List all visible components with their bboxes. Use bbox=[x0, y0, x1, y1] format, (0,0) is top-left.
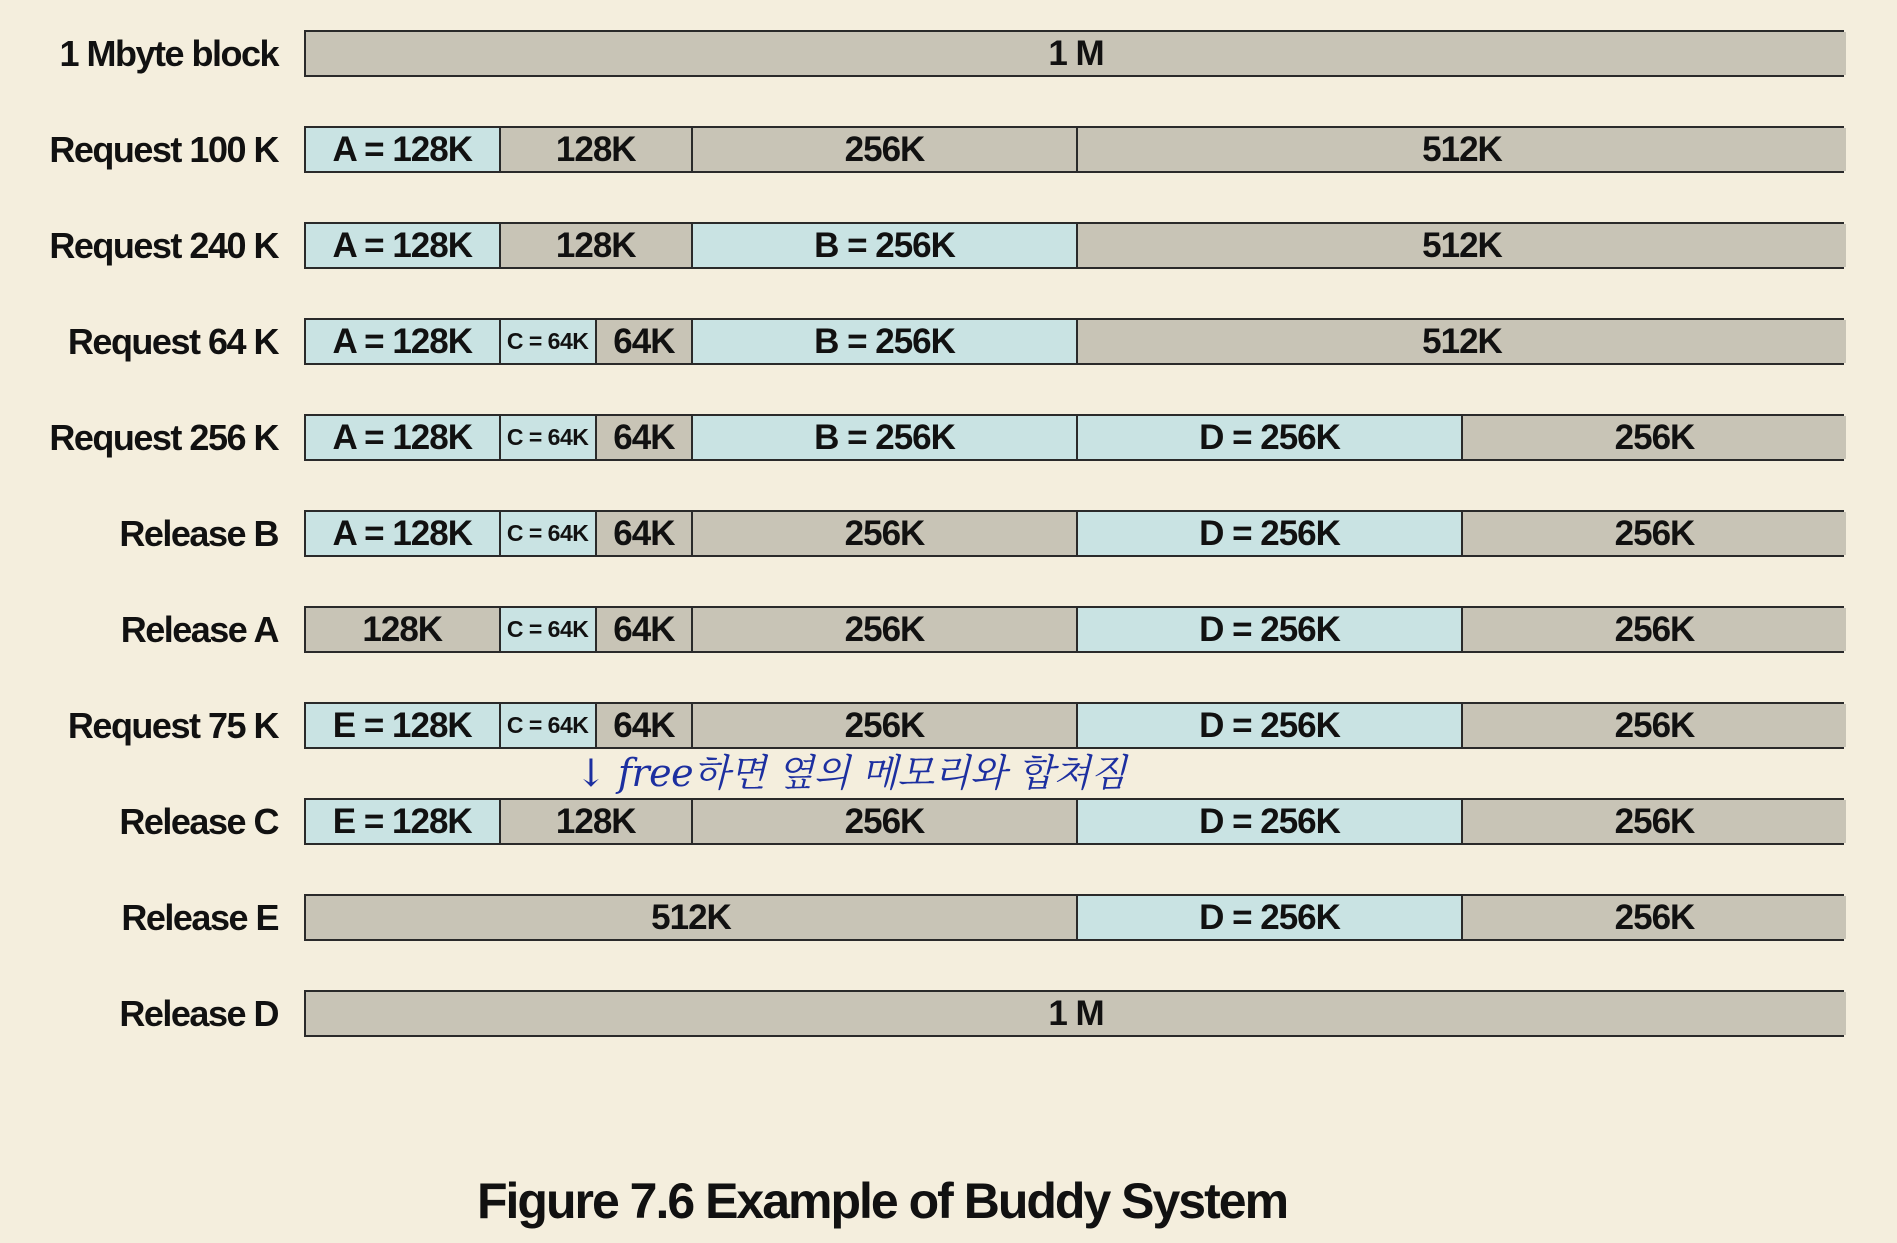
memory-bar bbox=[304, 222, 1844, 269]
allocated-block: C = 64K bbox=[499, 608, 595, 651]
free-block: 256K bbox=[691, 704, 1076, 747]
free-block: 256K bbox=[691, 800, 1076, 843]
free-block: 256K bbox=[1461, 896, 1846, 939]
free-block: 1 M bbox=[306, 992, 1846, 1035]
free-block: 64K bbox=[595, 608, 691, 651]
memory-bar bbox=[304, 606, 1844, 653]
free-block: 128K bbox=[499, 800, 692, 843]
row-label: Release C bbox=[119, 801, 278, 842]
row-label: Release E bbox=[121, 897, 278, 938]
free-block: 256K bbox=[691, 608, 1076, 651]
free-block: 1 M bbox=[306, 32, 1846, 75]
allocated-block: C = 64K bbox=[499, 512, 595, 555]
free-block: 256K bbox=[691, 512, 1076, 555]
free-block: 512K bbox=[1076, 128, 1846, 171]
free-block: 256K bbox=[1461, 416, 1846, 459]
free-block: 64K bbox=[595, 416, 691, 459]
allocated-block: D = 256K bbox=[1076, 416, 1461, 459]
free-block: 256K bbox=[1461, 608, 1846, 651]
allocated-block: B = 256K bbox=[691, 416, 1076, 459]
row-label: Request 64 K bbox=[67, 321, 278, 362]
allocated-block: D = 256K bbox=[1076, 800, 1461, 843]
row-label: 1 Mbyte block bbox=[59, 33, 278, 74]
row-label: Request 75 K bbox=[67, 705, 278, 746]
memory-bar bbox=[304, 318, 1844, 365]
allocated-block: A = 128K bbox=[306, 512, 499, 555]
row-label: Release D bbox=[119, 993, 278, 1034]
free-block: 512K bbox=[1076, 320, 1846, 363]
allocated-block: D = 256K bbox=[1076, 704, 1461, 747]
figure-caption: Figure 7.6 Example of Buddy System bbox=[477, 1173, 1288, 1229]
row-label: Request 256 K bbox=[49, 417, 278, 458]
free-block: 64K bbox=[595, 512, 691, 555]
free-block: 256K bbox=[1461, 800, 1846, 843]
allocated-block: B = 256K bbox=[691, 320, 1076, 363]
memory-bar bbox=[304, 798, 1844, 845]
memory-bar bbox=[304, 990, 1844, 1037]
allocated-block: D = 256K bbox=[1076, 896, 1461, 939]
row-label: Request 100 K bbox=[49, 129, 278, 170]
memory-bar bbox=[304, 126, 1844, 173]
allocated-block: C = 64K bbox=[499, 416, 595, 459]
free-block: 256K bbox=[691, 128, 1076, 171]
memory-bar bbox=[304, 30, 1844, 77]
allocated-block: A = 128K bbox=[306, 416, 499, 459]
allocated-block: A = 128K bbox=[306, 128, 499, 171]
allocated-block: D = 256K bbox=[1076, 512, 1461, 555]
allocated-block: E = 128K bbox=[306, 704, 499, 747]
free-block: 64K bbox=[595, 704, 691, 747]
free-block: 64K bbox=[595, 320, 691, 363]
allocated-block: E = 128K bbox=[306, 800, 499, 843]
free-block: 512K bbox=[1076, 224, 1846, 267]
allocated-block: D = 256K bbox=[1076, 608, 1461, 651]
free-block: 128K bbox=[499, 128, 692, 171]
row-label: Release B bbox=[119, 513, 278, 554]
allocated-block: B = 256K bbox=[691, 224, 1076, 267]
free-block: 256K bbox=[1461, 704, 1846, 747]
memory-bar bbox=[304, 894, 1844, 941]
row-label: Release A bbox=[120, 609, 278, 650]
free-block: 256K bbox=[1461, 512, 1846, 555]
free-block: 128K bbox=[306, 608, 499, 651]
free-block: 512K bbox=[306, 896, 1076, 939]
handwritten-annotation: ↓ free하면 옆의 메모리와 합쳐짐 bbox=[575, 751, 1127, 795]
allocated-block: C = 64K bbox=[499, 320, 595, 363]
memory-bar bbox=[304, 414, 1844, 461]
free-block: 128K bbox=[499, 224, 692, 267]
row-label: Request 240 K bbox=[49, 225, 278, 266]
allocated-block: C = 64K bbox=[499, 704, 595, 747]
allocated-block: A = 128K bbox=[306, 224, 499, 267]
memory-bar bbox=[304, 510, 1844, 557]
allocated-block: A = 128K bbox=[306, 320, 499, 363]
